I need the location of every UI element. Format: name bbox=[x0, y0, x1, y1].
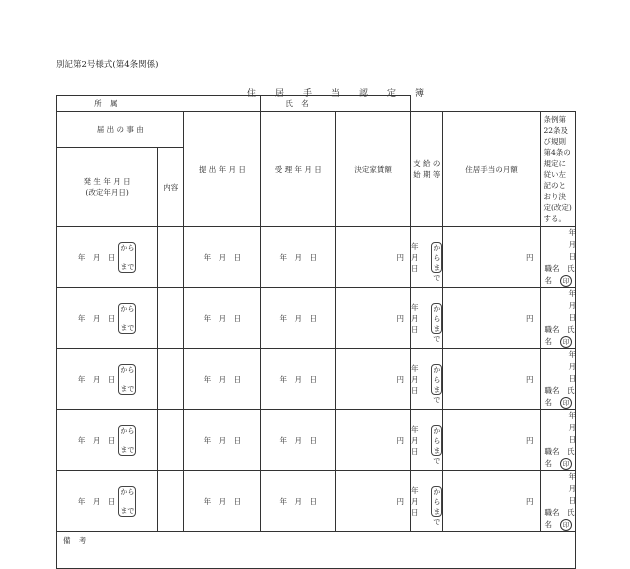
from-to-bracket: から まで bbox=[433, 487, 441, 526]
monthly-allowance-cell[interactable]: 円 bbox=[443, 349, 540, 410]
decision-signature-cell[interactable]: 年 月 日 職名 氏名 印 bbox=[540, 288, 576, 349]
decided-rent-header: 決定家賃額 bbox=[336, 112, 411, 227]
payment-start-header: 支 給 の 始 期 等 bbox=[411, 112, 443, 227]
monthly-allowance-cell[interactable]: 円 bbox=[443, 227, 540, 288]
decision-signature-cell[interactable]: 年 月 日 職名 氏名 印 bbox=[540, 410, 576, 471]
payment-start-cell[interactable]: 年 月 日 から まで bbox=[411, 227, 443, 288]
from-to-bracket: から まで bbox=[433, 304, 441, 343]
decided-rent-cell[interactable]: 円 bbox=[336, 288, 411, 349]
payment-start-cell[interactable]: 年 月 日 から まで bbox=[411, 410, 443, 471]
regulation-note: 条例第22条及び規則第4条の規定に従い左記のとおり決定(改定)する。 bbox=[540, 112, 576, 227]
affiliation-field[interactable] bbox=[158, 96, 261, 112]
content-cell[interactable] bbox=[158, 227, 184, 288]
decision-signature-cell[interactable]: 年 月 日 職名 氏名 印 bbox=[540, 349, 576, 410]
monthly-allowance-cell[interactable]: 円 bbox=[443, 410, 540, 471]
seal-icon: 印 bbox=[560, 275, 572, 287]
table-row bbox=[57, 349, 576, 410]
table-row bbox=[57, 227, 576, 288]
content-cell[interactable] bbox=[158, 471, 184, 532]
name-field[interactable] bbox=[336, 96, 411, 112]
occurrence-date-cell[interactable]: 年 月 日 から まで bbox=[57, 288, 158, 349]
form-title: 住居手当認定簿 bbox=[246, 89, 443, 99]
receipt-date-cell[interactable]: 年 月 日 bbox=[261, 288, 336, 349]
payment-start-cell[interactable]: 年 月 日 から まで bbox=[411, 471, 443, 532]
from-to-bracket: から まで bbox=[120, 304, 135, 332]
from-to-bracket: から まで bbox=[120, 243, 135, 271]
seal-icon: 印 bbox=[560, 397, 572, 409]
occurrence-date-cell[interactable]: 年 月 日 から まで bbox=[57, 227, 158, 288]
submission-date-cell[interactable]: 年 月 日 bbox=[184, 227, 261, 288]
seal-icon: 印 bbox=[560, 519, 572, 531]
decided-rent-cell[interactable]: 円 bbox=[336, 410, 411, 471]
certification-table bbox=[56, 95, 584, 569]
remarks-field[interactable]: 備 考 bbox=[57, 532, 576, 569]
submission-date-header: 提 出 年 月 日 bbox=[184, 112, 261, 227]
from-to-bracket: から まで bbox=[120, 487, 135, 515]
payment-start-cell[interactable]: 年 月 日 から まで bbox=[411, 288, 443, 349]
from-to-bracket: から まで bbox=[120, 365, 135, 393]
receipt-date-cell[interactable]: 年 月 日 bbox=[261, 410, 336, 471]
submission-date-cell[interactable]: 年 月 日 bbox=[184, 471, 261, 532]
receipt-date-cell[interactable]: 年 月 日 bbox=[261, 471, 336, 532]
decided-rent-cell[interactable]: 円 bbox=[336, 227, 411, 288]
receipt-date-header: 受 理 年 月 日 bbox=[261, 112, 336, 227]
occurrence-date-cell[interactable]: 年 月 日 から まで bbox=[57, 471, 158, 532]
from-to-bracket: から まで bbox=[433, 426, 441, 465]
name-label: 氏 名 bbox=[261, 96, 336, 112]
table-row bbox=[57, 410, 576, 471]
monthly-allowance-header: 住居手当の月額 bbox=[443, 112, 540, 227]
affiliation-label: 所 属 bbox=[57, 96, 158, 112]
decision-signature-cell[interactable]: 年 月 日 職名 氏名 印 bbox=[540, 227, 576, 288]
from-to-bracket: から まで bbox=[433, 243, 441, 282]
monthly-allowance-cell[interactable]: 円 bbox=[443, 471, 540, 532]
decision-signature-cell[interactable]: 年 月 日 職名 氏名 印 bbox=[540, 471, 576, 532]
content-cell[interactable] bbox=[158, 288, 184, 349]
occurrence-date-cell[interactable]: 年 月 日 から まで bbox=[57, 349, 158, 410]
occurrence-date-header: 発 生 年 月 日 (改定年月日) bbox=[57, 148, 158, 227]
from-to-bracket: から まで bbox=[433, 365, 441, 404]
receipt-date-cell[interactable]: 年 月 日 bbox=[261, 349, 336, 410]
occurrence-date-cell[interactable]: 年 月 日 から まで bbox=[57, 410, 158, 471]
notification-reason-header: 届 出 の 事 由 bbox=[57, 112, 184, 148]
submission-date-cell[interactable]: 年 月 日 bbox=[184, 410, 261, 471]
content-header: 内容 bbox=[158, 148, 184, 227]
table-row bbox=[57, 471, 576, 532]
submission-date-cell[interactable]: 年 月 日 bbox=[184, 288, 261, 349]
decided-rent-cell[interactable]: 円 bbox=[336, 471, 411, 532]
monthly-allowance-cell[interactable]: 円 bbox=[443, 288, 540, 349]
submission-date-cell[interactable]: 年 月 日 bbox=[184, 349, 261, 410]
seal-icon: 印 bbox=[560, 458, 572, 470]
content-cell[interactable] bbox=[158, 349, 184, 410]
table-row bbox=[57, 288, 576, 349]
seal-icon: 印 bbox=[560, 336, 572, 348]
form-caption: 別記第2号様式(第4条関係) bbox=[56, 60, 159, 70]
payment-start-cell[interactable]: 年 月 日 から まで bbox=[411, 349, 443, 410]
content-cell[interactable] bbox=[158, 410, 184, 471]
decided-rent-cell[interactable]: 円 bbox=[336, 349, 411, 410]
receipt-date-cell[interactable]: 年 月 日 bbox=[261, 227, 336, 288]
from-to-bracket: から まで bbox=[120, 426, 135, 454]
